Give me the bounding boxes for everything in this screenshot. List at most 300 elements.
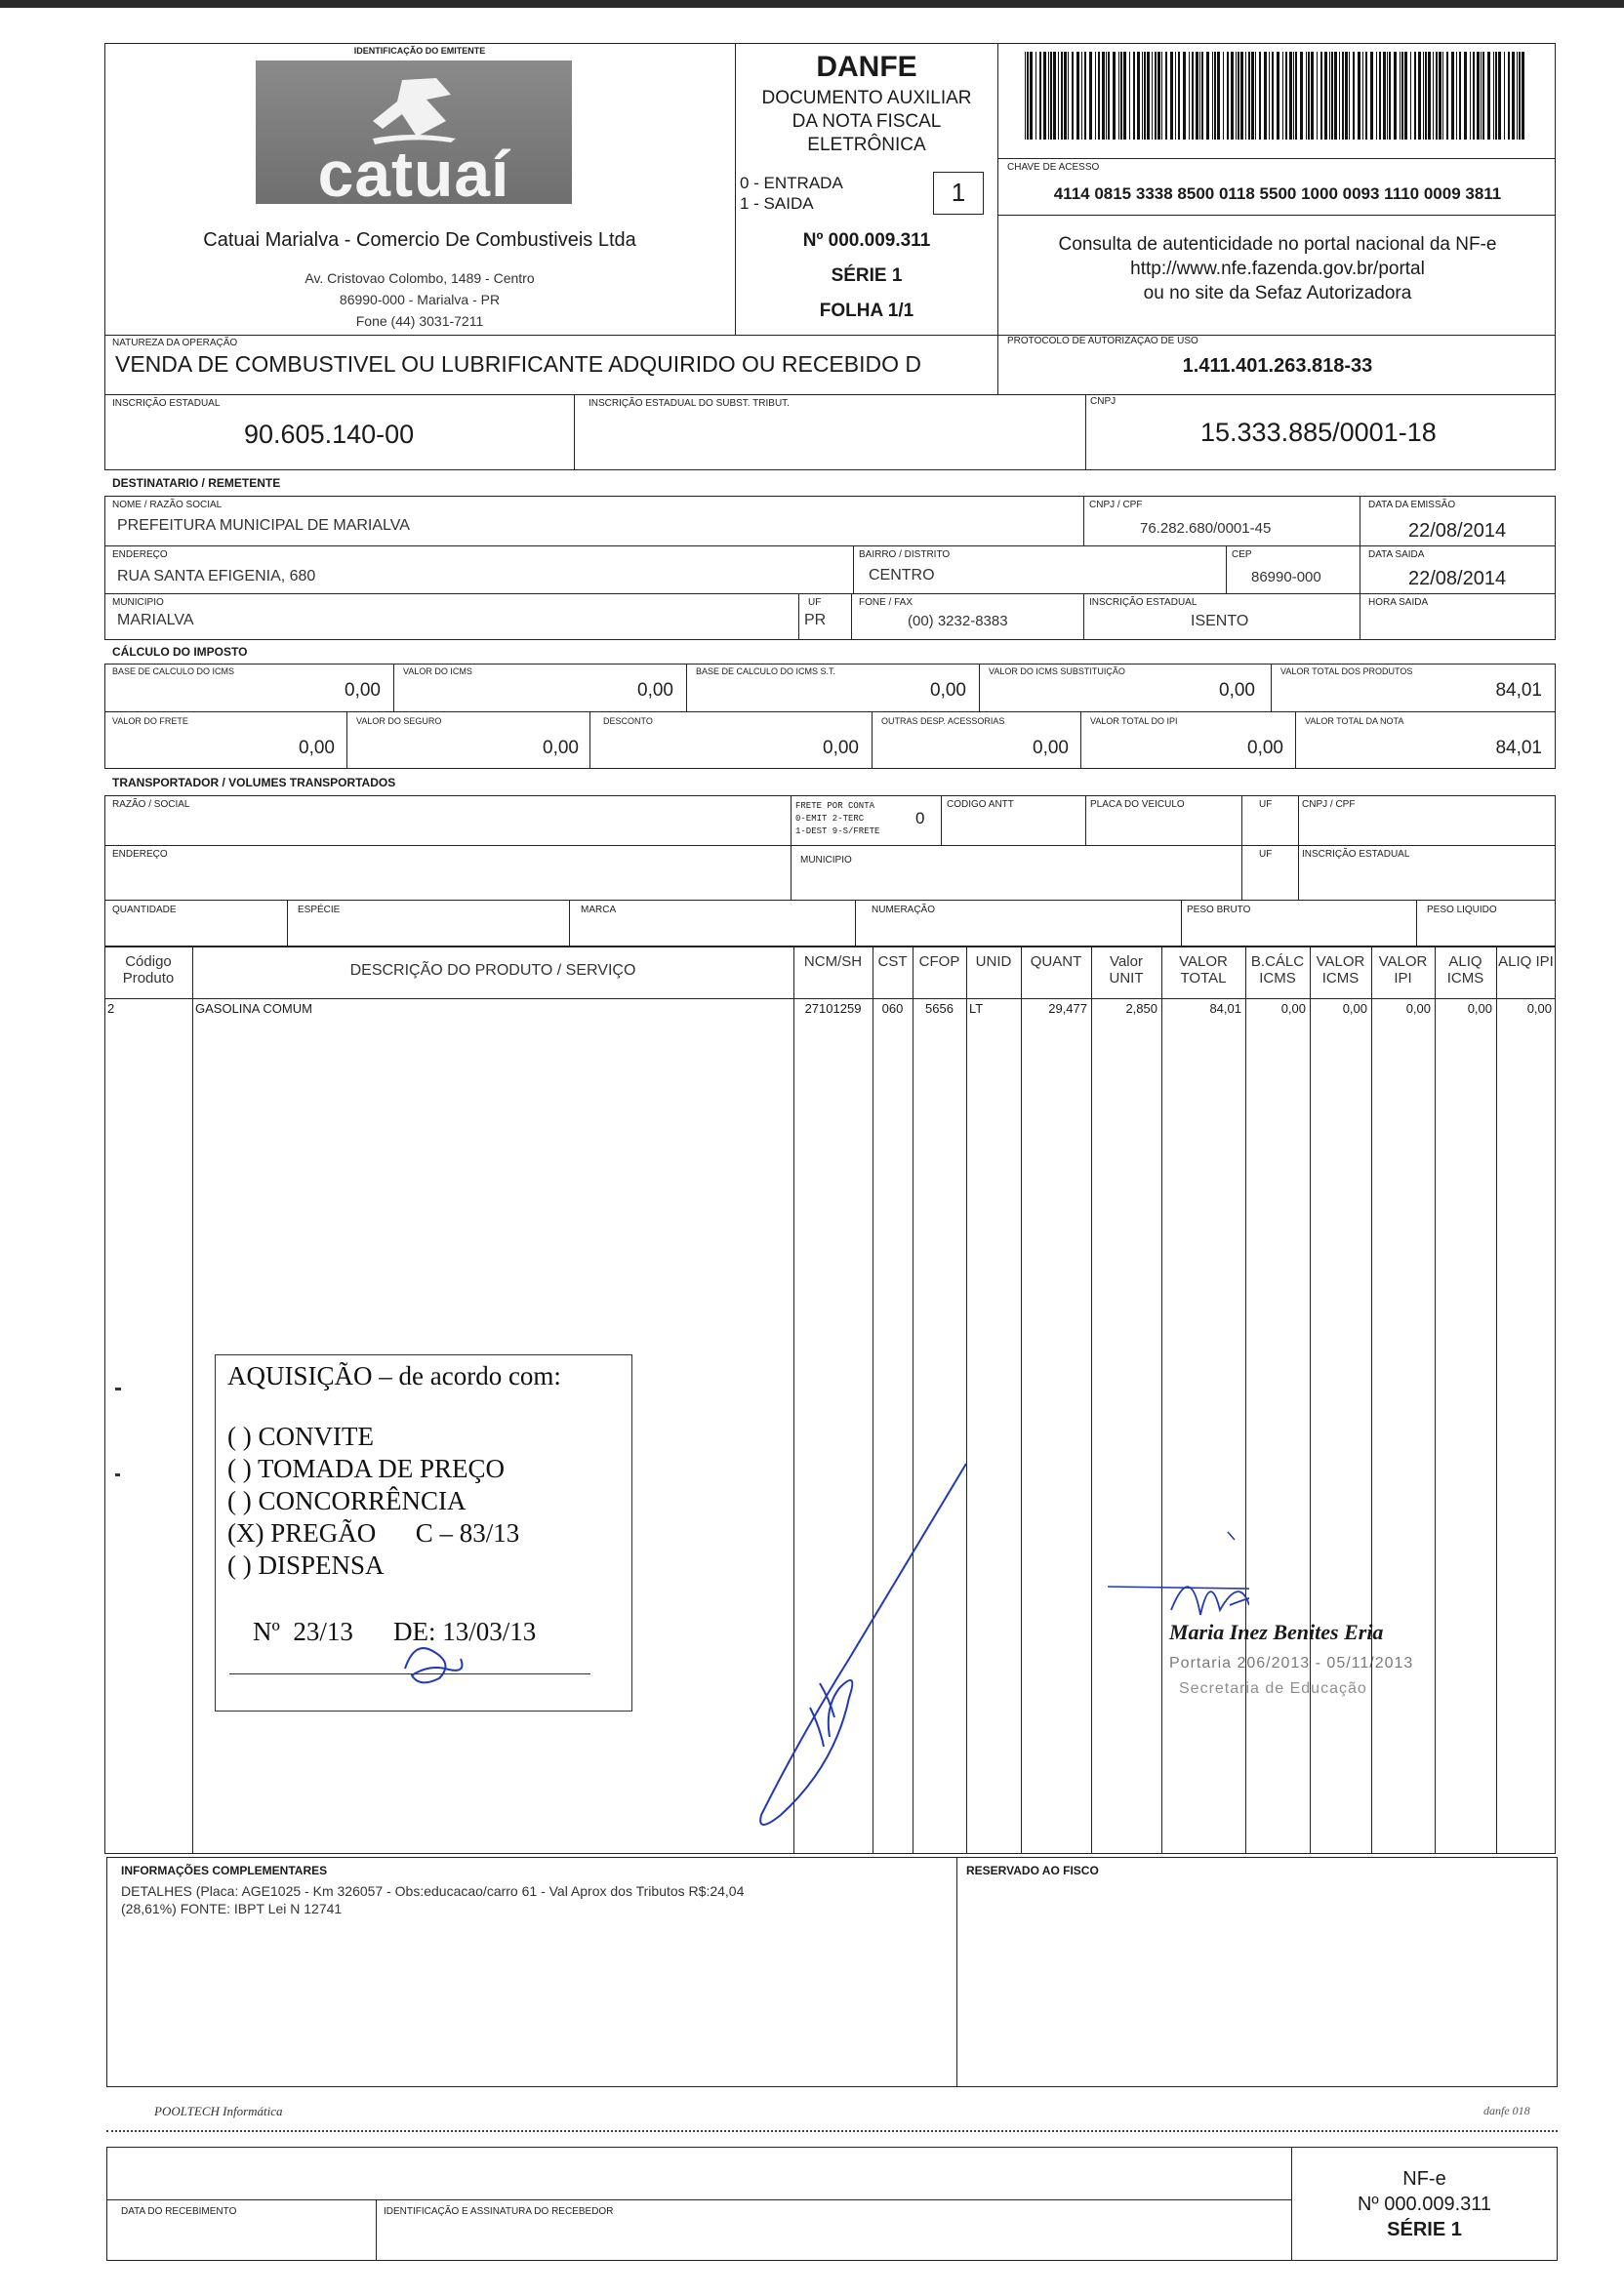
produtos-header: CST [877, 953, 908, 970]
imposto-label: VALOR TOTAL DA NOTA [1305, 716, 1404, 726]
barcode-bar [1061, 52, 1063, 140]
dest-saida: 22/08/2014 [1408, 568, 1507, 589]
imposto-label: BASE DE CALCULO DO ICMS [112, 666, 235, 676]
barcode-bar [1442, 52, 1443, 140]
divider [106, 2199, 1291, 2200]
barcode-bar [1477, 52, 1480, 140]
barcode-bar [1113, 52, 1116, 140]
frete-label-1: FRETE POR CONTA [795, 801, 875, 811]
dest-nome-label: NOME / RAZÃO SOCIAL [112, 500, 223, 510]
barcode-bar [1102, 52, 1105, 140]
barcode-bar [1379, 52, 1381, 140]
footer-serie: SÉRIE 1 [1387, 2219, 1462, 2240]
imposto-value: 0,00 [299, 738, 335, 758]
barcode-bar [1331, 52, 1333, 140]
protocolo-value: 1.411.401.263.818-33 [1182, 355, 1373, 377]
barcode-bar [1170, 52, 1173, 140]
divider [589, 711, 590, 769]
barcode-bar [1076, 52, 1079, 140]
danfe-title: DANFE [816, 51, 917, 83]
transp-endereco-label: ENDEREÇO [112, 849, 168, 860]
barcode-bar [1157, 52, 1160, 140]
barcode-bar [1370, 52, 1373, 140]
barcode-icon [1025, 52, 1528, 140]
barcode-bar [1223, 52, 1224, 140]
divider [104, 845, 1556, 846]
divider [1298, 795, 1299, 900]
barcode-bar [1517, 52, 1518, 140]
barcode-bar [1495, 52, 1497, 140]
produtos-cell: 5656 [925, 1001, 954, 1016]
stamp-initials-icon [390, 1634, 488, 1693]
divider [979, 664, 980, 711]
danfe-id: danfe 018 [1483, 2104, 1530, 2117]
imposto-value: 0,00 [823, 738, 859, 758]
imposto-label: VALOR TOTAL DOS PRODUTOS [1280, 666, 1413, 676]
divider [104, 593, 1556, 594]
frete-label-3: 1-DEST 9-S/FRETE [795, 826, 880, 836]
barcode-bar [1251, 52, 1254, 140]
divider [1083, 496, 1084, 545]
produtos-header: VALOR TOTAL [1179, 953, 1228, 987]
produtos-header: UNID [975, 953, 1012, 970]
barcode-bar [1289, 52, 1292, 140]
divider [104, 711, 1556, 712]
produtos-header: B.CÁLC ICMS [1250, 953, 1305, 987]
divider [851, 593, 852, 640]
info-label: INFORMAÇÕES COMPLEMENTARES [121, 1864, 328, 1877]
barcode-bar [1414, 52, 1416, 140]
dest-cnpj: 76.282.680/0001-45 [1140, 520, 1272, 537]
dest-emissao-label: DATA DA EMISSÃO [1368, 500, 1456, 510]
consulta-line-3: ou no site da Sefaz Autorizadora [1143, 283, 1412, 303]
barcode-bar [1120, 52, 1122, 140]
stamp-numero: Nº 23/13 [253, 1617, 353, 1646]
barcode-bar [1362, 52, 1363, 140]
barcode-bar [1227, 52, 1229, 140]
transp-uf-label: UF [1259, 799, 1273, 810]
barcode-bar [1358, 52, 1360, 140]
barcode-bar [1277, 52, 1279, 140]
transp-uf2-label: UF [1259, 849, 1273, 860]
barcode-bar [1178, 52, 1180, 140]
barcode-bar [1137, 52, 1140, 140]
barcode-bar [1058, 52, 1059, 140]
divider [941, 795, 942, 845]
dest-fone: (00) 3232-8383 [908, 613, 1008, 629]
barcode-bar [1064, 52, 1067, 140]
barcode-bar [1487, 52, 1490, 140]
barcode-bar [1433, 52, 1434, 140]
divider [346, 711, 347, 769]
produtos-cell: 060 [881, 1001, 904, 1016]
transp-cnpj-label: CNPJ / CPF [1302, 799, 1356, 810]
imposto-value: 0,00 [1247, 738, 1283, 758]
imposto-label: VALOR DO ICMS [403, 666, 472, 676]
divider [956, 1857, 957, 2087]
barcode-bar [1161, 52, 1162, 140]
produtos-cell: 0,00 [1467, 1001, 1492, 1016]
imposto-value: 0,00 [345, 680, 381, 701]
danfe-numero: Nº 000.009.311 [802, 230, 931, 251]
footer-numero: Nº 000.009.311 [1357, 2194, 1492, 2215]
imposto-label: VALOR DO SEGURO [356, 716, 442, 726]
divider [997, 158, 1556, 159]
divider [798, 593, 799, 640]
produtos-cell: 0,00 [1526, 1001, 1552, 1016]
danfe-subtitle-1: DOCUMENTO AUXILIAR [761, 88, 972, 108]
barcode-bar [1165, 52, 1167, 140]
imposto-label: BASE DE CALCULO DO ICMS S.T. [696, 666, 836, 676]
barcode-bar [1106, 52, 1107, 140]
produtos-cell: 0,00 [1280, 1001, 1306, 1016]
barcode-bar [1473, 52, 1475, 140]
barcode-bar [1349, 52, 1350, 140]
emitente-city: 86990-000 - Marialva - PR [339, 292, 501, 307]
barcode-bar [1482, 52, 1484, 140]
divider [104, 545, 1556, 546]
transp-especie-label: ESPÉCIE [298, 905, 341, 915]
barcode-bar [1446, 52, 1448, 140]
barcode-bar [1293, 52, 1294, 140]
produtos-cell: 84,01 [1209, 1001, 1241, 1016]
signature-stamp-name: Maria Inez Benites Eria [1169, 1620, 1384, 1644]
barcode-bar [1428, 52, 1431, 140]
barcode-bar [1317, 52, 1318, 140]
barcode-bar [1189, 52, 1190, 140]
stamp-title: AQUISIÇÃO – de acordo com: [227, 1361, 561, 1390]
barcode-bar [1212, 52, 1213, 140]
barcode-bar [1048, 52, 1049, 140]
signature-blue-icon [742, 1444, 1249, 1854]
signature-stamp-line2: Secretaria de Educação [1179, 1680, 1367, 1697]
stamp-data: DE: 13/03/13 [393, 1617, 537, 1646]
barcode-bar [1152, 52, 1153, 140]
frete-value: 0 [915, 809, 925, 827]
barcode-bar [1394, 52, 1397, 140]
stamp-option: ( ) DISPENSA [227, 1551, 385, 1580]
barcode-bar [1439, 52, 1441, 140]
barcode-bar [1248, 52, 1250, 140]
barcode-bar [1050, 52, 1052, 140]
transp-peso-bruto-label: PESO BRUTO [1187, 905, 1251, 915]
consulta-line-1: Consulta de autenticidade no portal nacional da NF-e [1058, 234, 1497, 255]
barcode-bar [1389, 52, 1391, 140]
produtos-cell: 2,850 [1125, 1001, 1157, 1016]
transp-peso-liquido-label: PESO LIQUIDO [1427, 905, 1497, 915]
barcode-bar [1498, 52, 1501, 140]
barcode-bar [1129, 52, 1130, 140]
dest-municipio: MARIALVA [117, 612, 194, 628]
recebimento-label: DATA DO RECEBIMENTO [121, 2206, 237, 2217]
danfe-subtitle-2: DA NOTA FISCAL [792, 111, 942, 132]
barcode-bar [1236, 52, 1237, 140]
ie-label: INSCRIÇÃO ESTADUAL [112, 398, 221, 409]
dest-cnpj-label: CNPJ / CPF [1089, 500, 1143, 510]
imposto-label: DESCONTO [603, 716, 653, 726]
frete-label-2: 0-EMIT 2-TERC [795, 814, 865, 824]
barcode-bar [1245, 52, 1246, 140]
produtos-header: ALIQ ICMS [1446, 953, 1484, 987]
imposto-label: VALOR TOTAL DO IPI [1090, 716, 1178, 726]
divider [1181, 900, 1182, 947]
produtos-header: Código Produto [122, 953, 175, 987]
divider [574, 394, 575, 470]
fisco-label: RESERVADO AO FISCO [966, 1864, 1099, 1877]
barcode-bar [1320, 52, 1322, 140]
transp-ie-label: INSCRIÇÃO ESTADUAL [1302, 849, 1410, 860]
divider [287, 900, 288, 947]
barcode-bar [1493, 52, 1494, 140]
divider [872, 711, 873, 769]
barcode-bar [1456, 52, 1457, 140]
barcode-bar [1334, 52, 1337, 140]
barcode-bar [1410, 52, 1411, 140]
transp-placa-label: PLACA DO VEICULO [1090, 799, 1185, 810]
transp-numeracao-label: NUMERAÇÃO [872, 905, 936, 915]
barcode-bar [1269, 52, 1270, 140]
cut-line [106, 2130, 1558, 2132]
footer-nfe: NF-e [1402, 2168, 1446, 2190]
stamp-option: ( ) CONVITE [227, 1422, 374, 1451]
divider [1371, 947, 1372, 1854]
barcode-bar [1199, 52, 1200, 140]
scan-mark [115, 1388, 121, 1390]
destinatario-section: DESTINATARIO / REMETENTE [112, 476, 281, 490]
divider [1310, 947, 1311, 1854]
transp-quantidade-label: QUANTIDADE [112, 905, 177, 915]
produtos-cell: 27101259 [804, 1001, 862, 1016]
barcode-bar [1295, 52, 1297, 140]
produtos-cell: 29,477 [1048, 1001, 1087, 1016]
imposto-label: OUTRAS DESP. ACESSORIAS [881, 716, 1005, 726]
dest-fone-label: FONE / FAX [859, 597, 914, 608]
divider [1083, 593, 1084, 640]
barcode-bar [1383, 52, 1386, 140]
transp-municipio-label: MUNICIPIO [800, 855, 852, 866]
danfe-subtitle-3: ELETRÔNICA [807, 135, 926, 155]
barcode-bar [1423, 52, 1424, 140]
barcode-bar [1512, 52, 1515, 140]
barcode-bar [1072, 52, 1074, 140]
chave-label: CHAVE DE ACESSO [1007, 162, 1100, 173]
barcode-bar [1053, 52, 1056, 140]
barcode-bar [1339, 52, 1340, 140]
barcode-bar [1342, 52, 1344, 140]
divider [104, 900, 1556, 901]
barcode-bar [1365, 52, 1367, 140]
barcode-bar [1147, 52, 1150, 140]
barcode-bar [1504, 52, 1505, 140]
barcode-bar [1329, 52, 1330, 140]
barcode-bar [1095, 52, 1096, 140]
ie-value: 90.605.140-00 [244, 420, 415, 449]
stamp-option: (X) PREGÃO C – 83/13 [227, 1518, 520, 1548]
barcode-bar [1068, 52, 1069, 140]
danfe-saida: 1 - SAIDA [740, 194, 814, 213]
barcode-bar [1231, 52, 1234, 140]
barcode-bar [1238, 52, 1239, 140]
danfe-folha: FOLHA 1/1 [819, 301, 914, 321]
divider [1241, 795, 1242, 900]
danfe-serie: SÉRIE 1 [831, 265, 903, 286]
barcode-bar [1481, 52, 1482, 140]
cnpj-value: 15.333.885/0001-18 [1200, 418, 1437, 447]
barcode-bar [1144, 52, 1146, 140]
dest-cep-label: CEP [1232, 549, 1252, 560]
divider [1416, 900, 1417, 947]
danfe-tipo-box: 1 [933, 172, 984, 215]
natureza-label: NATUREZA DA OPERAÇÃO [112, 338, 238, 348]
barcode-bar [1027, 52, 1029, 140]
barcode-bar [1098, 52, 1100, 140]
produtos-header: ALIQ IPI [1498, 953, 1554, 970]
imposto-value: 0,00 [1033, 738, 1069, 758]
barcode-bar [1376, 52, 1377, 140]
dest-bairro: CENTRO [869, 567, 935, 584]
barcode-bar [1196, 52, 1198, 140]
dest-endereco-label: ENDEREÇO [112, 549, 168, 560]
barcode-bar [1108, 52, 1110, 140]
produtos-header: Valor UNIT [1109, 953, 1144, 987]
imposto-value: 0,00 [543, 738, 579, 758]
divider [1271, 664, 1272, 711]
dest-nome: PREFEITURA MUNICIPAL DE MARIALVA [117, 517, 410, 534]
barcode-bar [1089, 52, 1092, 140]
divider [393, 664, 394, 711]
barcode-bar [1039, 52, 1041, 140]
barcode-bar [1214, 52, 1216, 140]
imposto-value: 0,00 [1219, 680, 1255, 701]
danfe-entrada: 0 - ENTRADA [740, 174, 843, 192]
barcode-bar [1259, 52, 1261, 140]
dest-municipio-label: MUNICIPIO [112, 597, 164, 608]
produtos-header: QUANT [1030, 953, 1082, 970]
info-line-2: (28,61%) FONTE: IBPT Lei N 12741 [121, 1901, 343, 1916]
stamp-option: ( ) TOMADA DE PREÇO [227, 1454, 506, 1483]
barcode-bar [1400, 52, 1401, 140]
divider [1496, 947, 1497, 1854]
barcode-bar [1264, 52, 1267, 140]
divider [1226, 545, 1227, 593]
signature-stamp-line1: Portaria 206/2013 - 05/11/2013 [1169, 1655, 1414, 1672]
produtos-cell: 0,00 [1342, 1001, 1367, 1016]
produtos-cell: 0,00 [1405, 1001, 1431, 1016]
imposto-value: 0,00 [930, 680, 966, 701]
barcode-bar [1133, 52, 1135, 140]
imposto-section: CÁLCULO DO IMPOSTO [112, 645, 248, 659]
produtos-cell: LT [969, 1001, 984, 1016]
divider [1085, 394, 1086, 470]
ie-st-label: INSCRIÇÃO ESTADUAL DO SUBST. TRIBUT. [589, 398, 790, 409]
barcode-bar [1035, 52, 1036, 140]
emitente-phone: Fone (44) 3031-7211 [355, 313, 484, 329]
barcode-bar [1142, 52, 1143, 140]
logo-text: catuaí [317, 138, 510, 210]
barcode-bar [1459, 52, 1461, 140]
barcode-bar [1183, 52, 1186, 140]
barcode-bar [1043, 52, 1046, 140]
produtos-header: CFOP [918, 953, 960, 970]
produtos-header: DESCRIÇÃO DO PRODUTO / SERVIÇO [349, 962, 636, 979]
barcode-bar [1300, 52, 1303, 140]
divider [569, 900, 570, 947]
barcode-bar [1084, 52, 1086, 140]
divider [1085, 795, 1086, 845]
divider [192, 947, 193, 1854]
dest-emissao: 22/08/2014 [1408, 520, 1507, 542]
imposto-value: 0,00 [637, 680, 673, 701]
dest-uf-label: UF [808, 597, 822, 608]
barcode-bar [1308, 52, 1310, 140]
dest-bairro-label: BAIRRO / DISTRITO [859, 549, 951, 560]
barcode-bar [1470, 52, 1471, 140]
divider [1291, 2147, 1292, 2261]
protocolo-label: PROTOCOLO DE AUTORIZAÇÃO DE USO [1007, 336, 1198, 346]
barcode-bar [1436, 52, 1438, 140]
divider [376, 2199, 377, 2261]
imposto-label: VALOR DO FRETE [112, 716, 188, 726]
scan-mark [115, 1473, 120, 1476]
transp-antt-label: CODIGO ANTT [947, 799, 1014, 810]
barcode-bar [1425, 52, 1427, 140]
divider [791, 795, 792, 900]
emitente-address: Av. Cristovao Colombo, 1489 - Centro [304, 270, 535, 286]
barcode-bar [1451, 52, 1454, 140]
transportador-section: TRANSPORTADOR / VOLUMES TRANSPORTADOS [112, 776, 396, 789]
emitente-section-label: IDENTIFICAÇÃO DO EMITENTE [353, 46, 486, 56]
barcode-bar [1123, 52, 1126, 140]
barcode-bar [1201, 52, 1203, 140]
produtos-cell: GASOLINA COMUM [195, 1001, 312, 1016]
catuai-logo [256, 60, 572, 210]
chave-value: 4114 0815 3338 8500 0118 5500 1000 0093 1110 0009 3811 [1053, 184, 1502, 203]
info-line-1: DETALHES (Placa: AGE1025 - Km 326057 - Obs:educacao/carro 61 - Val Aprox dos Tributos R$:24,04 [121, 1883, 745, 1899]
scan-top-edge [0, 0, 1624, 8]
barcode-bar [1240, 52, 1243, 140]
emitente-name: Catuai Marialva - Comercio De Combustiveis Ltda [203, 229, 636, 251]
barcode-bar [1255, 52, 1256, 140]
barcode-bar [1025, 52, 1026, 140]
divider [104, 998, 1556, 999]
produtos-header: VALOR IPI [1378, 953, 1428, 987]
divider [997, 215, 1556, 216]
software-credit: POOLTECH Informática [154, 2104, 283, 2118]
barcode-bar [1519, 52, 1521, 140]
dest-endereco: RUA SANTA EFIGENIA, 680 [117, 568, 316, 584]
barcode-bar [1081, 52, 1082, 140]
produtos-header: VALOR ICMS [1316, 953, 1365, 987]
divider [853, 545, 854, 593]
produtos-cell: 2 [107, 1001, 115, 1016]
barcode-bar [1404, 52, 1407, 140]
barcode-bar [1508, 52, 1510, 140]
imposto-value: 84,01 [1495, 680, 1542, 701]
barcode-bar [1464, 52, 1467, 140]
barcode-bar [1285, 52, 1287, 140]
barcode-bar [1217, 52, 1220, 140]
barcode-bar [1418, 52, 1421, 140]
dest-ie: ISENTO [1191, 613, 1249, 629]
stamp-option: ( ) CONCORRÊNCIA [227, 1486, 467, 1515]
identificacao-label: IDENTIFICAÇÃO E ASSINATURA DO RECEBEDOR [384, 2206, 614, 2217]
consulta-line-2: http://www.nfe.fazenda.gov.br/portal [1130, 259, 1425, 279]
barcode-bar [1324, 52, 1327, 140]
barcode-bar [1387, 52, 1388, 140]
imposto-value: 84,01 [1495, 738, 1542, 758]
barcode-bar [1401, 52, 1403, 140]
barcode-bar [1030, 52, 1033, 140]
